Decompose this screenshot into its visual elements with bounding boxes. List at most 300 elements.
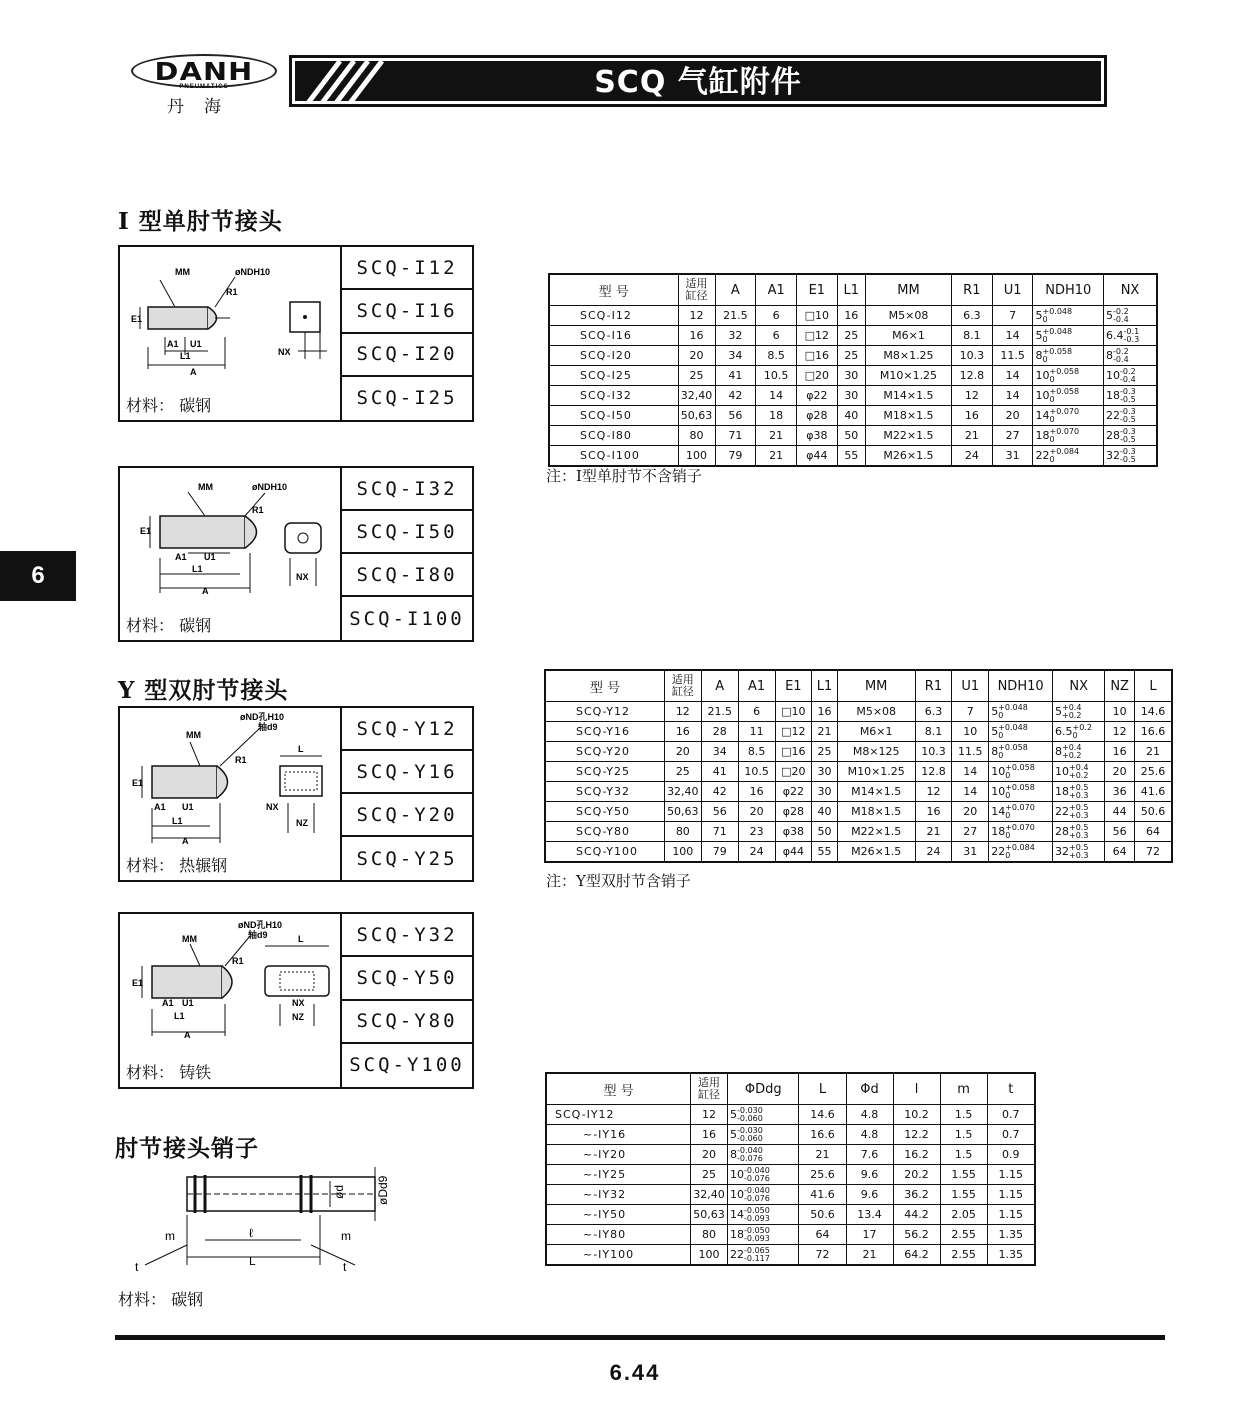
tolerance-cell <box>728 1125 799 1145</box>
tolerance-cell <box>989 722 1053 742</box>
table-cell: □12 <box>797 326 838 346</box>
tol-upper: -0.030 <box>737 1125 763 1135</box>
tol-lower: 0 <box>1005 850 1011 860</box>
tolerance-cell <box>1033 346 1104 366</box>
i-type-title: I 型单肘节接头 <box>118 208 283 235</box>
table-cell: 1.35 <box>987 1245 1035 1266</box>
tolerance-cell <box>989 802 1053 822</box>
table-cell: M5×08 <box>865 306 951 326</box>
material-label: 材料： 铸铁 <box>126 1063 212 1082</box>
tolerance-cell <box>1104 386 1157 406</box>
table-cell: 100 <box>664 842 701 863</box>
label-m-left: m <box>165 1229 175 1243</box>
table-cell: 30 <box>812 762 838 782</box>
model-label: SCQ-I80 <box>342 554 472 597</box>
col-header: ΦDdg <box>728 1073 799 1105</box>
tol-lower: -0.4 <box>1113 314 1129 324</box>
pin-title: 肘节接头销子 <box>115 1135 259 1162</box>
model-label: SCQ-I25 <box>356 387 458 410</box>
tol-base: 18 <box>1055 784 1069 798</box>
tol-upper: +0.4 <box>1069 762 1089 772</box>
table-cell: 14 <box>952 782 989 802</box>
table-cell: φ28 <box>797 406 838 426</box>
tol-values <box>1005 784 1035 800</box>
table-cell: □10 <box>797 306 838 326</box>
tol-upper: +0.048 <box>1042 326 1073 336</box>
table-cell: 64.2 <box>893 1245 940 1266</box>
table-row <box>549 406 1157 426</box>
table-cell: 20 <box>1105 762 1135 782</box>
label-ell: ℓ <box>249 1226 253 1240</box>
tolerance-cell <box>1104 406 1157 426</box>
tol-upper: +0.4 <box>1062 742 1082 752</box>
tol-values <box>1120 408 1136 424</box>
table-cell: 12 <box>664 702 701 722</box>
table-cell: SCQ-I80 <box>549 426 678 446</box>
y-type-drawing-large <box>120 914 342 1087</box>
table-cell: 16 <box>915 802 952 822</box>
tol-values <box>1062 704 1081 720</box>
tolerance-cell <box>1033 366 1104 386</box>
table-cell: 80 <box>664 822 701 842</box>
tolerance-cell <box>728 1165 799 1185</box>
model-label: SCQ-Y20 <box>342 794 472 837</box>
table-cell: 50 <box>812 822 838 842</box>
tol-values <box>998 704 1028 720</box>
table-cell: M18×1.5 <box>837 802 915 822</box>
label-nx: NX <box>266 802 279 812</box>
col-header: E1 <box>775 670 812 702</box>
table-cell: 6 <box>756 326 797 346</box>
label-nd: øNDH10 <box>235 267 271 277</box>
tol-upper: -0.3 <box>1120 386 1136 396</box>
table-row <box>545 722 1172 742</box>
table-cell: 6.3 <box>951 306 992 326</box>
tol-base: 10 <box>1055 764 1069 778</box>
table-cell: 50 <box>837 426 865 446</box>
col-header: t <box>987 1073 1035 1105</box>
label-d9: 轴d9 <box>248 930 268 940</box>
label-a: A <box>184 1030 191 1040</box>
table-cell: 21 <box>915 822 952 842</box>
table-cell: □20 <box>797 366 838 386</box>
tol-values <box>1005 844 1035 860</box>
col-header: l <box>893 1073 940 1105</box>
table-cell: SCQ-I25 <box>549 366 678 386</box>
table-cell: 4.8 <box>846 1125 893 1145</box>
table-cell: SCQ-Y100 <box>545 842 664 863</box>
col-header: 型 号 <box>545 670 664 702</box>
tol-values <box>1049 388 1079 404</box>
label-l1: L1 <box>180 351 191 361</box>
table-cell: M22×1.5 <box>837 822 915 842</box>
tol-upper: -0.3 <box>1120 446 1136 456</box>
tol-lower: 0 <box>1072 730 1078 740</box>
table-cell: □16 <box>797 346 838 366</box>
tol-base: 14 <box>991 804 1006 818</box>
tol-upper: -0.3 <box>1120 406 1136 416</box>
table-cell: 24 <box>738 842 775 863</box>
tol-base: 10 <box>991 764 1006 778</box>
table-row <box>549 386 1157 406</box>
col-header: L1 <box>812 670 838 702</box>
tol-upper: -0.2 <box>1120 366 1136 376</box>
tol-lower: -0.117 <box>744 1253 770 1263</box>
tol-values <box>744 1247 770 1263</box>
tol-base: 6.4 <box>1106 328 1124 342</box>
tol-lower: 0 <box>1049 434 1055 444</box>
tol-upper: +0.070 <box>1005 822 1035 832</box>
table-cell: 50,63 <box>691 1205 728 1225</box>
tol-base: 22 <box>991 844 1006 858</box>
table-cell: SCQ-I16 <box>549 326 678 346</box>
table-cell: 16 <box>664 722 701 742</box>
table-cell: SCQ-I20 <box>549 346 678 366</box>
model-label: SCQ-Y16 <box>342 751 472 794</box>
table-row <box>549 326 1157 346</box>
label-e1: E1 <box>132 778 144 788</box>
tol-upper: +0.048 <box>1042 306 1073 316</box>
tolerance-cell <box>1053 762 1105 782</box>
table-cell: □16 <box>775 742 812 762</box>
table-row <box>545 802 1172 822</box>
col-header: 型 号 <box>546 1073 691 1105</box>
col-header: A1 <box>738 670 775 702</box>
table-cell: 30 <box>837 386 865 406</box>
table-row <box>545 842 1172 863</box>
tol-lower: 0 <box>1042 354 1048 364</box>
tol-lower: 0 <box>1005 830 1011 840</box>
tolerance-cell <box>1104 326 1157 346</box>
table-cell: 16 <box>837 306 865 326</box>
label-mm: MM <box>182 934 197 944</box>
table-cell: M14×1.5 <box>865 386 951 406</box>
tol-values <box>1042 348 1072 364</box>
table-cell: 27 <box>992 426 1033 446</box>
tol-base: 6.5 <box>1055 724 1073 738</box>
tol-values <box>737 1127 763 1143</box>
table-cell: 20.2 <box>893 1165 940 1185</box>
tol-base: 18 <box>1035 428 1050 442</box>
tol-base: 5 <box>1035 328 1043 342</box>
table-cell: 21 <box>756 426 797 446</box>
table-cell: 10 <box>952 722 989 742</box>
table-cell: 41 <box>715 366 756 386</box>
tol-base: 32 <box>1106 448 1121 462</box>
table-cell: 80 <box>678 426 715 446</box>
table-cell: 56 <box>715 406 756 426</box>
logo-subtitle: PNEUMATICS <box>179 84 229 90</box>
table-cell: ~-IY20 <box>546 1145 691 1165</box>
tol-values <box>1120 368 1136 384</box>
tol-base: 18 <box>730 1227 745 1241</box>
table-cell: 16.6 <box>799 1125 846 1145</box>
tol-base: 22 <box>1055 804 1069 818</box>
col-header: U1 <box>952 670 989 702</box>
table-cell: SCQ-IY12 <box>546 1105 691 1125</box>
table-cell: 21 <box>756 446 797 467</box>
table-cell: SCQ-Y25 <box>545 762 664 782</box>
tol-base: 10 <box>1035 368 1050 382</box>
tol-lower: -0.5 <box>1120 414 1136 424</box>
table-cell: 64 <box>1105 842 1135 863</box>
tolerance-cell <box>1053 842 1105 863</box>
model-label: SCQ-I20 <box>342 334 472 377</box>
tolerance-cell <box>1104 366 1157 386</box>
table-cell: 20 <box>738 802 775 822</box>
model-label: SCQ-Y32 <box>342 914 472 957</box>
table-cell: 6.3 <box>915 702 952 722</box>
table-cell: 25.6 <box>799 1165 846 1185</box>
page-title: SCQ 气缸附件 <box>594 65 802 100</box>
table-cell: 12 <box>691 1105 728 1125</box>
tol-values <box>1049 428 1079 444</box>
pin-material: 材料： 碳钢 <box>118 1290 204 1309</box>
tol-upper: +0.070 <box>1005 802 1035 812</box>
tol-lower: -0.076 <box>744 1193 770 1203</box>
table-cell: 14 <box>992 386 1033 406</box>
table-cell: 34 <box>715 346 756 366</box>
col-header: MM <box>837 670 915 702</box>
y-type-title: Y 型双肘节接头 <box>118 677 289 704</box>
table-row <box>546 1145 1035 1165</box>
tolerance-cell <box>1033 306 1104 326</box>
label-nd: øND孔H10 <box>238 920 283 930</box>
table-cell: 40 <box>837 406 865 426</box>
table-cell: M5×08 <box>837 702 915 722</box>
table-cell: 56 <box>1105 822 1135 842</box>
tol-lower: 0 <box>1042 314 1048 324</box>
logo-chinese: 丹海 <box>167 97 241 117</box>
tol-upper: +0.048 <box>998 722 1028 732</box>
table-cell: SCQ-Y80 <box>545 822 664 842</box>
tol-lower: 0 <box>1049 374 1055 384</box>
table-cell: 9.6 <box>846 1165 893 1185</box>
table-cell: M26×1.5 <box>837 842 915 863</box>
col-header: L <box>1134 670 1172 702</box>
table-row <box>545 762 1172 782</box>
table-cell: 10.5 <box>738 762 775 782</box>
tol-upper: +0.058 <box>1005 782 1035 792</box>
label-nz: NZ <box>292 1012 304 1022</box>
tol-upper: -0.2 <box>1113 346 1129 356</box>
tol-lower: +0.2 <box>1062 750 1082 760</box>
tol-lower: +0.3 <box>1069 790 1089 800</box>
table-cell: 25 <box>837 326 865 346</box>
table-cell: M14×1.5 <box>837 782 915 802</box>
table-cell: 25.6 <box>1134 762 1172 782</box>
pin-spec-table <box>545 1072 1036 1266</box>
tol-base: 22 <box>1035 448 1050 462</box>
table-cell: 10.3 <box>951 346 992 366</box>
tol-lower: -0.076 <box>737 1153 763 1163</box>
label-nx: NX <box>278 347 291 357</box>
tol-lower: -0.060 <box>737 1133 763 1143</box>
table-cell: 12 <box>678 306 715 326</box>
table-cell: 50,63 <box>678 406 715 426</box>
label-r1: R1 <box>235 755 247 765</box>
tol-values <box>1062 744 1081 760</box>
table-cell: 10.5 <box>756 366 797 386</box>
tolerance-cell <box>989 822 1053 842</box>
tol-lower: +0.2 <box>1062 710 1082 720</box>
tol-base: 5 <box>1055 704 1062 718</box>
table-cell: 31 <box>952 842 989 863</box>
tolerance-cell <box>1053 802 1105 822</box>
table-cell: 16 <box>951 406 992 426</box>
table-cell: 0.7 <box>987 1125 1035 1145</box>
col-header: NX <box>1053 670 1105 702</box>
col-header: 型 号 <box>549 274 678 306</box>
label-l1: L1 <box>174 1011 185 1021</box>
table-cell: 50,63 <box>664 802 701 822</box>
y-type-box-large <box>118 912 474 1089</box>
tol-values <box>1042 328 1072 344</box>
tol-upper: +0.070 <box>1049 406 1080 416</box>
tolerance-cell <box>728 1105 799 1125</box>
label-t-left: t <box>135 1260 139 1274</box>
table-row <box>545 702 1172 722</box>
model-label: SCQ-Y80 <box>342 1001 472 1044</box>
table-cell: M6×1 <box>865 326 951 346</box>
i-type-drawing-small <box>120 247 342 420</box>
table-cell: 21.5 <box>715 306 756 326</box>
col-header: U1 <box>992 274 1033 306</box>
table-cell: 31 <box>992 446 1033 467</box>
label-l: L <box>249 1254 256 1268</box>
tolerance-cell <box>728 1185 799 1205</box>
table-cell: 21 <box>799 1145 846 1165</box>
table-cell: 14.6 <box>1134 702 1172 722</box>
tol-values <box>1005 824 1035 840</box>
tol-lower: 0 <box>1005 790 1011 800</box>
tol-upper: +0.084 <box>1049 446 1080 456</box>
table-row <box>546 1205 1035 1225</box>
table-cell: 12 <box>951 386 992 406</box>
table-cell: 23 <box>738 822 775 842</box>
table-row <box>546 1105 1035 1125</box>
tol-upper: +0.084 <box>1005 842 1035 852</box>
table-cell: 14 <box>992 366 1033 386</box>
table-cell: 21 <box>1134 742 1172 762</box>
logo-word: DANH <box>154 56 254 86</box>
i-type-box-large <box>118 466 474 642</box>
i-type-drawing-large <box>120 468 342 640</box>
tolerance-cell <box>1053 782 1105 802</box>
tol-upper: -0.040 <box>744 1185 770 1195</box>
table-cell: φ22 <box>797 386 838 406</box>
table-cell: 55 <box>837 446 865 467</box>
label-nz: NZ <box>296 818 308 828</box>
i-type-spec-table <box>548 273 1158 467</box>
tol-upper: +0.058 <box>998 742 1028 752</box>
table-cell: M8×1.25 <box>865 346 951 366</box>
table-cell: 1.5 <box>940 1125 987 1145</box>
tol-base: 14 <box>1035 408 1050 422</box>
tolerance-cell <box>989 782 1053 802</box>
tol-upper: +0.5 <box>1069 842 1089 852</box>
table-cell: 100 <box>691 1245 728 1266</box>
tol-lower: -0.093 <box>744 1233 770 1243</box>
table-cell: 72 <box>799 1245 846 1266</box>
model-label: SCQ-I32 <box>342 468 472 511</box>
table-cell: 10.2 <box>893 1105 940 1125</box>
table-cell: 1.55 <box>940 1185 987 1205</box>
tolerance-cell <box>1104 346 1157 366</box>
danh-logo <box>131 54 279 117</box>
tol-lower: +0.3 <box>1069 850 1089 860</box>
tol-lower: +0.3 <box>1069 830 1089 840</box>
tol-values <box>1049 448 1079 464</box>
model-label: SCQ-I100 <box>349 607 465 630</box>
tol-values <box>1069 784 1088 800</box>
table-cell: φ44 <box>797 446 838 467</box>
table-cell: 40 <box>812 802 838 822</box>
label-a1: A1 <box>154 802 166 812</box>
y-type-drawing-small <box>120 708 342 880</box>
table-cell: 21 <box>846 1245 893 1266</box>
col-header: NDH10 <box>1033 274 1104 306</box>
model-label: SCQ-I12 <box>342 247 472 290</box>
label-nx: NX <box>296 572 309 582</box>
tol-values <box>1120 388 1136 404</box>
tol-base: 8 <box>1106 348 1114 362</box>
col-header: R1 <box>915 670 952 702</box>
tol-lower: -0.060 <box>737 1113 763 1123</box>
table-cell: 64 <box>1134 822 1172 842</box>
table-cell: 16.2 <box>893 1145 940 1165</box>
label-a: A <box>190 367 197 377</box>
table-cell: M6×1 <box>837 722 915 742</box>
tolerance-cell <box>1104 446 1157 467</box>
col-header: 适用缸径 <box>691 1073 728 1105</box>
table-cell: 1.15 <box>987 1165 1035 1185</box>
tol-values <box>1069 804 1088 820</box>
table-cell: 71 <box>715 426 756 446</box>
tol-values <box>1049 368 1079 384</box>
tol-lower: -0.4 <box>1120 374 1136 384</box>
table-row <box>546 1225 1035 1245</box>
table-cell: 20 <box>952 802 989 822</box>
material-label: 材料： 碳钢 <box>126 616 212 635</box>
table-row <box>545 782 1172 802</box>
table-cell: 20 <box>664 742 701 762</box>
tol-base: 18 <box>991 824 1006 838</box>
table-cell: 8.1 <box>951 326 992 346</box>
tolerance-cell <box>1033 426 1104 446</box>
table-row <box>545 822 1172 842</box>
table-cell: 14 <box>952 762 989 782</box>
table-cell: M26×1.5 <box>865 446 951 467</box>
table-cell: 28 <box>701 722 738 742</box>
table-cell: 16 <box>812 702 838 722</box>
table-cell: 21 <box>812 722 838 742</box>
table-cell: 25 <box>678 366 715 386</box>
table-cell: 100 <box>678 446 715 467</box>
tol-values <box>1069 764 1088 780</box>
table-row <box>546 1245 1035 1266</box>
table-cell: M22×1.5 <box>865 426 951 446</box>
label-l1: L1 <box>192 564 203 574</box>
tol-lower: -0.4 <box>1113 354 1129 364</box>
table-cell: 17 <box>846 1225 893 1245</box>
tol-upper: +0.058 <box>1049 366 1080 376</box>
table-row <box>546 1125 1035 1145</box>
label-a: A <box>202 586 209 596</box>
table-cell: M18×1.5 <box>865 406 951 426</box>
label-r1: R1 <box>226 287 238 297</box>
table-cell: 50.6 <box>1134 802 1172 822</box>
